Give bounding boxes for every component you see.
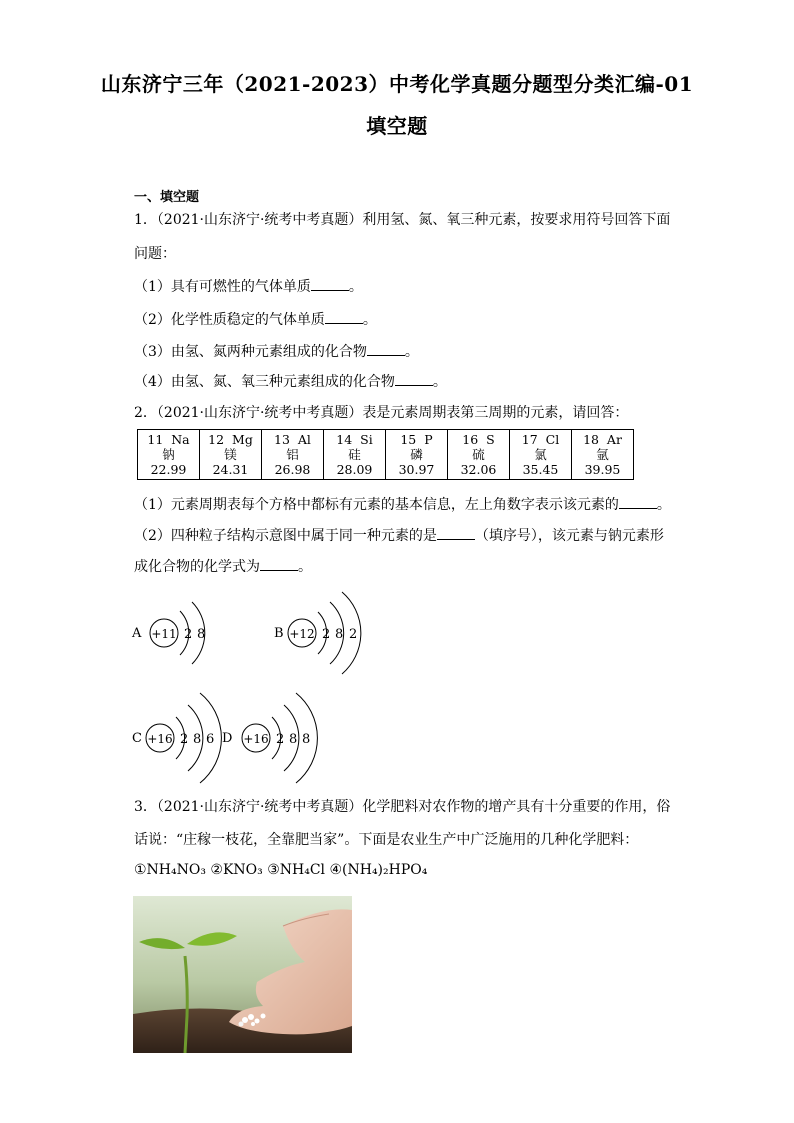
- q3-stem-line1: 3．（2021·山东济宁·统考中考真题）化学肥料对农作物的增产具有十分重要的作用，俗: [134, 799, 671, 815]
- shell-electrons: 2: [349, 627, 358, 642]
- fertilizer-granule: [255, 1019, 260, 1024]
- element-cell: 18 Ar 氩 39.95: [572, 430, 634, 480]
- answer-blank[interactable]: [367, 343, 405, 356]
- element-cell: 13 Al 铝 26.98: [262, 430, 324, 480]
- atom-diagram-b: [268, 590, 388, 680]
- q2-sub2-line2: 成化合物的化学式为 。: [134, 559, 312, 575]
- periodic-table-row3: [137, 429, 634, 480]
- shell-electrons: 8: [335, 627, 344, 642]
- shell-electrons: 8: [197, 627, 206, 642]
- q1-item-4: （4）由氢、氮、氧三种元素组成的化合物 。: [134, 374, 447, 390]
- answer-blank[interactable]: [325, 311, 363, 324]
- atom-diagram-d: [218, 690, 328, 785]
- nucleus-charge: +16: [243, 732, 269, 746]
- q2-stem: 2．（2021·山东济宁·统考中考真题）表是元素周期表第三周期的元素，请回答：: [134, 405, 629, 421]
- shell-electrons: 8: [289, 732, 298, 747]
- q2-sub1: （1）元素周期表每个方格中都标有元素的基本信息，左上角数字表示该元素的 。: [134, 497, 671, 513]
- q2-sub2-line1: （2）四种粒子结构示意图中属于同一种元素的是 （填序号），该元素与钠元素形: [134, 528, 664, 544]
- shell-electrons: 8: [193, 732, 202, 747]
- q3-stem-line2: 话说：“庄稼一枝花，全靠肥当家”。下面是农业生产中广泛施用的几种化学肥料：: [134, 832, 639, 848]
- section-heading: 一、填空题: [134, 190, 200, 205]
- shell-electrons: 2: [184, 627, 193, 642]
- nucleus-charge: +11: [151, 627, 177, 641]
- seedling-fertilizer-photo: [133, 896, 352, 1053]
- diagram-label: B: [274, 626, 284, 641]
- fertilizer-granule: [261, 1014, 266, 1019]
- q1-stem-line2: 问题：: [134, 246, 176, 262]
- nucleus-charge: +16: [147, 732, 173, 746]
- answer-blank[interactable]: [619, 496, 657, 509]
- q3-fertilizer-list: ①NH₄NO₃ ②KNO₃ ③NH₄Cl ④(NH₄)₂HPO₄: [134, 862, 428, 878]
- fertilizer-granule: [251, 1022, 255, 1026]
- q1-item-2: （2）化学性质稳定的气体单质 。: [134, 312, 377, 328]
- q1-item-1: （1）具有可燃性的气体单质 。: [134, 279, 363, 295]
- diagram-label: C: [132, 731, 142, 746]
- nucleus-charge: +12: [289, 627, 315, 641]
- q1-stem-line1: 1．（2021·山东济宁·统考中考真题）利用氢、氮、氧三种元素，按要求用符号回答下面: [134, 212, 671, 228]
- document-title-line2: 填空题: [366, 114, 428, 138]
- q1-item-3: （3）由氢、氮两种元素组成的化合物 。: [134, 344, 419, 360]
- shell-electrons: 6: [206, 732, 215, 747]
- fertilizer-granule: [242, 1017, 248, 1023]
- fertilizer-granule: [248, 1014, 254, 1020]
- element-cell: 14 Si 硅 28.09: [324, 430, 386, 480]
- atom-diagram-a: [126, 596, 236, 676]
- fertilizer-granule: [239, 1022, 244, 1027]
- element-cell: 17 Cl 氯 35.45: [510, 430, 572, 480]
- element-cell: 15 P 磷 30.97: [386, 430, 448, 480]
- answer-blank[interactable]: [311, 278, 349, 291]
- element-cell: 16 S 硫 32.06: [448, 430, 510, 480]
- shell-electrons: 2: [180, 732, 189, 747]
- document-title-line1: 山东济宁三年（2021-2023）中考化学真题分题型分类汇编-01: [100, 72, 694, 96]
- shell-electrons: 2: [276, 732, 285, 747]
- answer-blank[interactable]: [437, 527, 475, 540]
- shell-electrons: 8: [302, 732, 311, 747]
- element-cell: 12 Mg 镁 24.31: [200, 430, 262, 480]
- diagram-label: A: [132, 626, 142, 641]
- shell-electrons: 2: [322, 627, 331, 642]
- element-cell: 11 Na 钠 22.99: [138, 430, 200, 480]
- answer-blank[interactable]: [395, 373, 433, 386]
- answer-blank[interactable]: [260, 558, 298, 571]
- diagram-label: D: [222, 731, 233, 746]
